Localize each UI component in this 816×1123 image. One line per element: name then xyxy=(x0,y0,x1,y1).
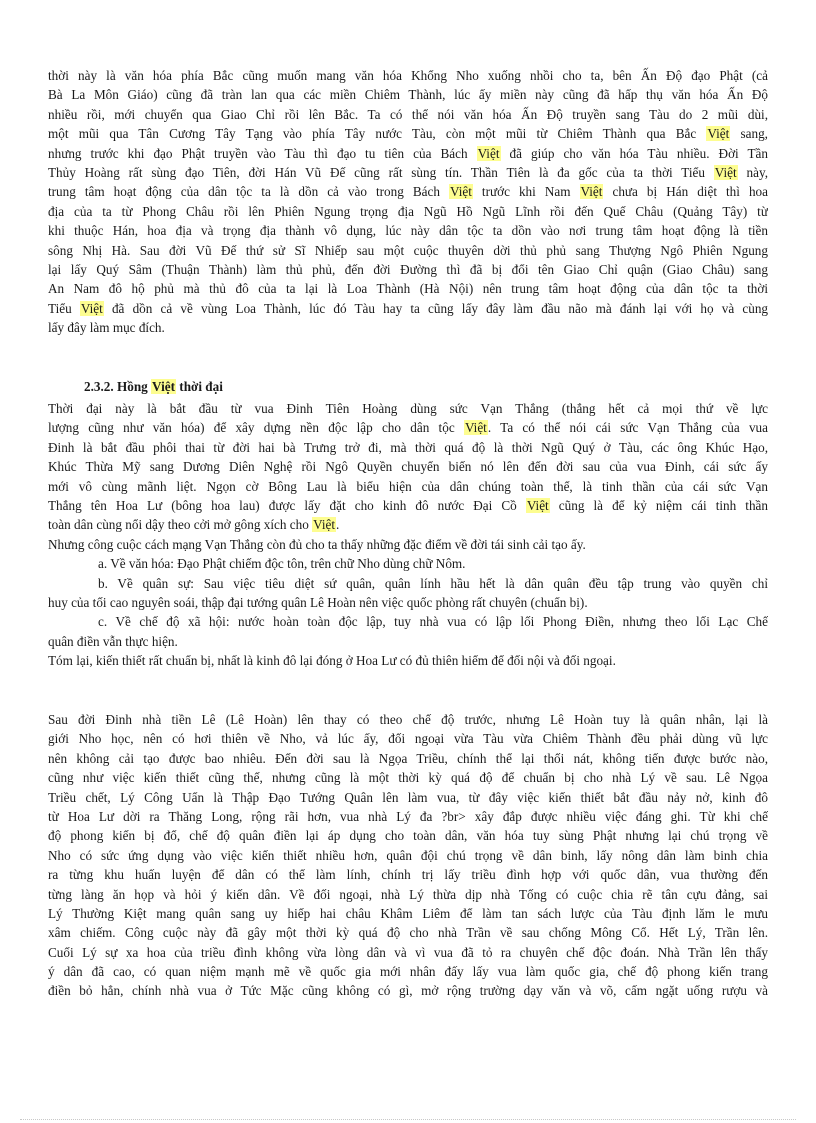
text-line xyxy=(48,593,768,612)
text-line xyxy=(48,299,768,318)
highlight-match: Việt xyxy=(449,184,472,200)
text-line xyxy=(48,865,768,884)
section-heading xyxy=(84,377,484,396)
highlight-match: Việt xyxy=(526,497,549,513)
text-run: Bà La Môn Giáo) cũng đã tràn lan qua các miền Chiêm Thành, lúc ấy miền này cũng đã hấp thụ văn hóa Ấn Độ xyxy=(48,87,768,103)
text-line xyxy=(48,710,768,729)
text-line xyxy=(48,202,768,221)
text-run: này, xyxy=(737,164,768,180)
text-run: Đinh là bắt đầu phôi thai từ đời hai bà Trưng trở đi, mà thời quá độ là thời Ngũ Quý ở Tàu, các ông Khúc Hạo, xyxy=(48,439,768,455)
text-line xyxy=(48,729,768,748)
text-run: ra từng khu huấn luyện để dân có thể làm lính, chính trị lấy triều đình hợp với quốc dân, vua thường đến xyxy=(48,867,768,883)
text-line xyxy=(48,105,768,124)
text-run: Thủy Hoàng rất sùng đạo Tiên, đời Hán Vũ Đế cũng rất sùng tín. Thần Tiên là đa gốc của ta thời Tiểu xyxy=(48,164,714,180)
text-line xyxy=(48,632,768,651)
text-run: Thời đại này là bắt đầu từ vua Đinh Tiên Hoàng dùng sức Vạn Thắng (thắng hết cả mọi thứ về lực xyxy=(48,401,768,416)
text-run: mới vô cùng mãnh liệt. Ngọn cờ Bông Lau là biểu hiện của dân chúng toàn thể, là tinh thần của cái sức Vạn xyxy=(48,478,768,494)
text-run: đã giúp cho văn hóa Tàu nhiều. Đời Tần xyxy=(500,145,768,161)
text-run: từ Hoa Lư dời ra Thăng Long, rộng rãi hơn, vua nhà Lý đa ?br> xây đắp được nhiều việc đáng ghi. Từ khi chế xyxy=(48,808,768,824)
text-run: ý dân đã cao, có quan niệm mạnh mẽ về quốc gia mới nhân đấy lấy vua làm quốc gia, chế độ phong kiến trang xyxy=(48,964,768,980)
text-line xyxy=(48,904,768,923)
section-title: 2.3.2. Hồng Việt thời đại xyxy=(84,379,223,394)
text-line xyxy=(48,496,768,515)
text-run: xâm chiếm. Công cuộc này đã gây một thời kỳ quá độ cho nhà Trần về sau chống Mông Cổ. Hết Lý, Trần lên. xyxy=(48,925,768,941)
text-run: địa của ta từ Phong Châu rồi lên Phiên Ngung trọng địa Ngũ Hồ Ngũ Lĩnh rồi đến Quế Châu (Quảng Tây) từ xyxy=(48,203,768,219)
text-run: Tóm lại, kiến thiết rất chuẩn bị, nhất là kinh đô lại đóng ở Hoa Lư có đủ thiên hiểm để đối nội và đối ngoại. xyxy=(48,653,616,669)
highlight-match: Việt xyxy=(464,420,487,436)
text-run: sang, xyxy=(730,126,768,142)
highlight-match: Việt xyxy=(714,164,737,180)
highlight-match: Việt xyxy=(80,300,103,316)
text-line xyxy=(48,788,768,807)
text-line xyxy=(48,962,768,981)
text-line xyxy=(48,241,768,260)
text-run: độ phong kiến bị đổ, chế độ quân điền lại áp dụng cho toàn dân, văn hóa tuy sùng Phật nhưng lại chú trọng về xyxy=(48,828,768,844)
text-run: huy của tối cao nguyên soái, thập đại tướng quân Lê Hoàn nên việc quốc phòng rất chuyên (chuẩn bị). xyxy=(48,594,588,610)
text-line xyxy=(48,279,768,298)
text-run: Tiểu xyxy=(48,300,80,316)
highlight-match: Việt xyxy=(477,145,500,161)
text-run: Khúc Thừa Mỹ sang Dương Diên Nghệ rồi Ngô Quyền chuyển biến nó lên đến đời sau của vua Đinh, cái sức ấy xyxy=(48,459,768,475)
text-run: sông Nhị Hà. Sau đời Vũ Đế thứ sử Sĩ Nhiếp sau một cuộc thuyên dời thủ phủ sang Thượng Ngô Phiên Ngung xyxy=(48,242,768,258)
text-run: trước khi Nam xyxy=(472,184,580,200)
text-run: nhiều rồi, mới chuyển qua Giao Chỉ rồi lên Bắc. Ta có thể nói văn hóa Ấn Độ truyền sang Tàu do 2 mũi dùi, xyxy=(48,106,768,122)
text-line xyxy=(48,768,768,787)
highlight-match: Việt xyxy=(152,379,175,394)
text-line xyxy=(48,749,768,768)
text-run: cũng như việc kiến thiết cũng thế, nhưng cũng là một thời kỳ quá độ để chuẩn bị cho nhà Lý về sau. Lê Ngọa xyxy=(48,770,768,786)
text-run: giới Nho học, nên có hơi thiên về Nho, vả lúc ấy, đối ngoại vừa Tàu vừa Chiêm Thành đều phải dùng vũ lực xyxy=(48,731,768,747)
text-run: từng làng ăn họp và hỏi ý kiến dân. Về đối ngoại, nhà Lý thừa dịp nhà Tống có cuộc chia rẽ tân cựu đảng, sai xyxy=(48,886,768,902)
highlight-match: Việt xyxy=(707,126,730,142)
text-line xyxy=(48,943,768,962)
text-line xyxy=(48,612,768,631)
text-line xyxy=(48,221,768,240)
text-run: Nhưng công cuộc cách mạng Vạn Thắng còn đủ cho ta thấy những đặc điểm về đời tái sinh cải tạo ấy. xyxy=(48,536,586,552)
text-run: a. Về văn hóa: Đạo Phật chiếm độc tôn, trên chữ Nho dùng chữ Nôm. xyxy=(98,556,466,572)
text-run: cũng là để kỷ niệm cái tinh thần xyxy=(549,497,768,513)
text-line xyxy=(48,399,768,418)
text-run: Thắng tên Hoa Lư (bông hoa lau) được lấy đặt cho kinh đô nước Đại Cồ xyxy=(48,497,526,513)
text-run: Nho có sức ứng dụng vào việc kiến thiết nhiều hơn, quân đội chú trọng về dân binh, lấy nông dân làm binh chia xyxy=(48,847,768,863)
text-run: b. Về quân sự: Sau việc tiêu diệt sứ quân, quân lính hầu hết là dân quân đều tập trung vào quyền chỉ xyxy=(98,575,768,591)
text-line xyxy=(48,144,768,163)
text-line xyxy=(48,85,768,104)
text-run: nhưng trước khi đạo Phật truyền vào Tàu thì đạo tu tiên của Bách xyxy=(48,145,477,161)
text-line xyxy=(48,554,768,573)
text-run: Triều chết, Lý Công Uẩn là Thập Đạo Tướng Quân lên làm vua, từ đây việc kiến thiết bắt đầu nảy nở, kinh đô xyxy=(48,789,768,805)
text-run: một mũi qua Tân Cương Tây Tạng vào phía Tây nước Tàu, còn một mũi từ Chiêm Thành qua Bắc xyxy=(48,126,707,142)
text-line xyxy=(48,318,768,337)
text-line xyxy=(48,438,768,457)
text-line xyxy=(48,574,768,593)
text-line xyxy=(48,535,768,554)
page-bottom-divider xyxy=(20,1119,796,1120)
text-run: trung tâm hoạt động của dân tộc ta là dồn cả vào trong Bách xyxy=(48,184,449,200)
text-line xyxy=(48,124,768,143)
text-run: . Ta có thể nói cái sức Vạn Thắng của vua xyxy=(487,420,768,436)
text-line xyxy=(48,981,768,1000)
text-line xyxy=(48,477,768,496)
highlight-match: Việt xyxy=(313,517,336,533)
text-run: Sau đời Đinh nhà tiền Lê (Lê Hoàn) lên thay có theo chế độ trước, nhưng Lê Hoàn tuy là quân nhân, lại là xyxy=(48,712,768,727)
text-line xyxy=(48,923,768,942)
text-run: lượng cũng như văn hóa) để xây dựng nền độc lập cho dân tộc xyxy=(48,420,464,436)
text-run: toàn dân cùng nổi dậy theo cởi mở gông xích cho xyxy=(48,517,313,533)
text-run: đã dồn cả về vùng Loa Thành, lúc đó Tàu hay ta cũng lấy đây làm đầu não mà đánh lại với họ và cùng xyxy=(103,300,768,316)
text-line xyxy=(48,515,768,534)
section-number: 2.3.2. xyxy=(84,379,114,394)
text-run: . xyxy=(336,517,340,533)
text-run: lấy đây làm mục đích. xyxy=(48,320,165,336)
text-run: c. Về chế độ xã hội: nước hoàn toàn độc lập, tuy nhà vua có lập lối Phong Điền, nhưng theo lối Lạc Chế xyxy=(98,614,768,630)
text-line xyxy=(48,651,768,670)
text-run: chưa bị Hán diệt thì hoa xyxy=(603,184,768,200)
text-run: lại lấy Quý Sâm (Thuận Thành) làm thủ phủ, đến đời Đường thì đã bị đổi tên Giao Chỉ quận (Giao Châu) sang xyxy=(48,261,768,277)
text-line xyxy=(48,260,768,279)
text-line xyxy=(48,885,768,904)
text-line xyxy=(48,418,768,437)
text-run: khi thuộc Hán, hoa địa và trọng địa thành vô dụng, lúc này dân tộc ta dồn vào nơi trung tâm hoạt động là tiền xyxy=(48,223,768,239)
paragraph-1 xyxy=(48,66,768,337)
text-line xyxy=(48,457,768,476)
text-run: điền bỏ hẳn, chính nhà vua ở Tức Mặc cũng không có gì, mở rộng trường dạy văn và võ, cấm ngặt uống rượu và xyxy=(48,983,768,999)
highlight-match: Việt xyxy=(580,184,603,200)
text-line xyxy=(48,826,768,845)
text-line xyxy=(48,182,768,201)
text-run: quân điền vẫn thực hiện. xyxy=(48,633,178,649)
paragraph-2 xyxy=(48,399,768,670)
text-run: Cuối Lý sự xa hoa của triều đình không vừa lòng dân và vì vua đã tỏ ra chuyên chế độc đoán. Nhà Trần lên thấy xyxy=(48,944,768,960)
text-line xyxy=(48,846,768,865)
paragraph-3 xyxy=(48,710,768,1001)
text-run: Lý Thường Kiệt mang quân sang uy hiếp hai châu Khâm Liêm để làm tan sách lược của Tàu định lăm le mưu xyxy=(48,905,768,921)
text-run: thời này là văn hóa phía Bắc cũng muốn mang văn hóa Khổng Nho xuống nhồi cho ta, bên Ấn Độ đạo Phật (cả xyxy=(48,68,768,83)
text-line xyxy=(48,163,768,182)
text-line xyxy=(48,807,768,826)
text-line xyxy=(48,66,768,85)
text-run: nên không cải tạo được bao nhiêu. Đến đời sau là Ngọa Triều, chính thể lại thối nát, không tiến được bước nào, xyxy=(48,750,768,766)
text-run: An Nam đô hộ phủ mà thủ đô của ta lại là Loa Thành (Hà Nội) nên trung tâm hoạt động của dân tộc ta thời xyxy=(48,281,768,297)
